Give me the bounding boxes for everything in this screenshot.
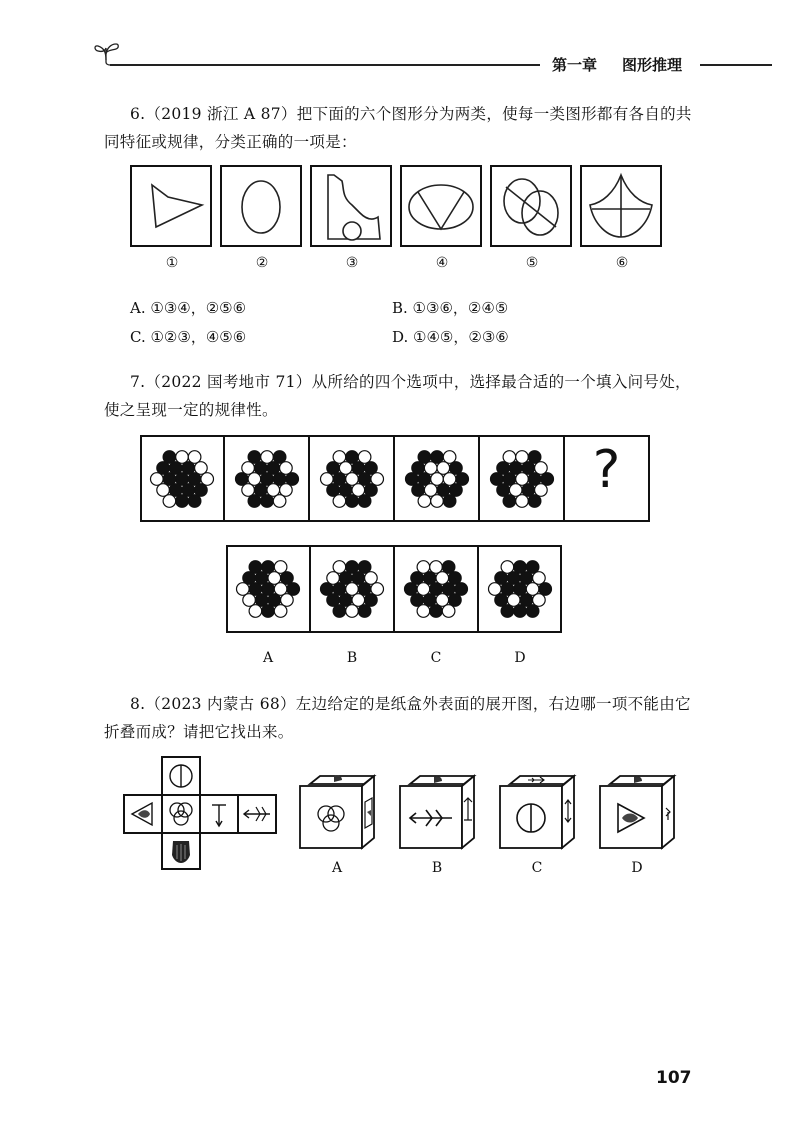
dot <box>346 605 359 618</box>
q8-cube-net <box>122 755 278 871</box>
q7-text-line2: 使之呈现一定的规律性。 <box>104 401 278 419</box>
dot <box>442 605 455 618</box>
q8-option-label: D <box>631 860 643 876</box>
dot-hexagon <box>151 451 214 508</box>
dot <box>333 605 346 618</box>
dot-hexagon <box>321 451 384 508</box>
q8-text-line2: 折叠而成？请把它找出来。 <box>104 723 294 741</box>
q6-figure-label: ③ <box>345 255 359 271</box>
q8-option-label: A <box>331 860 343 876</box>
q6-figure-4 <box>400 165 482 247</box>
header-rule-left <box>110 64 540 66</box>
q6-option-c: C. ①②③，④⑤⑥ <box>130 328 247 346</box>
q6-figure-3 <box>310 165 392 247</box>
q6-text-line2: 同特征或规律，分类正确的一项是： <box>104 133 357 151</box>
q6-figure-6 <box>580 165 662 247</box>
q6-option-a: A. ①③④，②⑤⑥ <box>130 299 247 317</box>
dot <box>501 605 514 618</box>
q7-option-figures <box>226 545 562 633</box>
q8-cube-a <box>298 772 378 852</box>
q6-option-d: D. ①④⑤，②③⑥ <box>392 328 509 346</box>
q8-cube-d <box>598 772 678 852</box>
q8-option-label: C <box>531 860 543 876</box>
q7-option-label: A <box>262 650 274 666</box>
dot-hexagon <box>489 561 552 618</box>
q6-figure-label: ① <box>165 255 179 271</box>
dot <box>514 605 527 618</box>
q7-option-label: D <box>514 650 526 666</box>
q8-cube-c <box>498 772 578 852</box>
header-rule-right <box>700 64 772 66</box>
dot-hexagon <box>406 451 469 508</box>
dot-hexagon <box>236 451 299 508</box>
q6-figure-label: ④ <box>435 255 449 271</box>
q7-question-mark: ? <box>592 440 621 500</box>
q6-figure-label: ② <box>255 255 269 271</box>
dot <box>503 495 516 508</box>
dot <box>430 605 443 618</box>
dot <box>262 605 275 618</box>
dot-hexagon <box>321 561 384 618</box>
q8-option-label: B <box>431 860 443 876</box>
sprout-icon <box>92 38 122 66</box>
chapter-label: 第一章 <box>552 56 598 74</box>
dot <box>163 495 176 508</box>
dot <box>431 495 444 508</box>
q7-option-label: C <box>430 650 442 666</box>
dot <box>358 495 371 508</box>
dot <box>248 495 261 508</box>
dot-hexagon <box>237 561 300 618</box>
dot <box>188 495 201 508</box>
q7-option-label: B <box>346 650 358 666</box>
q6-figure-label: ⑤ <box>525 255 539 271</box>
q8-cube-b <box>398 772 478 852</box>
dot <box>417 605 430 618</box>
dot <box>346 495 359 508</box>
page-number: 107 <box>656 1068 692 1088</box>
dot <box>358 605 371 618</box>
q6-text-line1: 6.（2019 浙江 A 87）把下面的六个图形分为两类，使每一类图形都有各自的共 <box>130 105 692 123</box>
q8-text-line1: 8.（2023 内蒙古 68）左边给定的是纸盒外表面的展开图，右边哪一项不能由它 <box>130 695 691 713</box>
q7-text-line1: 7.（2022 国考地市 71）从所给的四个选项中，选择最合适的一个填入问号处， <box>130 373 691 391</box>
dot <box>333 495 346 508</box>
dot <box>418 495 431 508</box>
chapter-title: 图形推理 <box>622 56 683 74</box>
dot <box>528 495 541 508</box>
q6-option-b: B. ①③⑥，②④⑤ <box>392 299 509 317</box>
dot <box>273 495 286 508</box>
dot <box>274 605 287 618</box>
dot-hexagon <box>405 561 468 618</box>
dot <box>176 495 189 508</box>
q6-figure-1 <box>130 165 212 247</box>
dot <box>526 605 539 618</box>
dot <box>249 605 262 618</box>
q6-figure-label: ⑥ <box>615 255 629 271</box>
dot <box>516 495 529 508</box>
q6-figure-5 <box>490 165 572 247</box>
dot <box>261 495 274 508</box>
dot-hexagon <box>491 451 554 508</box>
dot <box>443 495 456 508</box>
q6-figure-2 <box>220 165 302 247</box>
